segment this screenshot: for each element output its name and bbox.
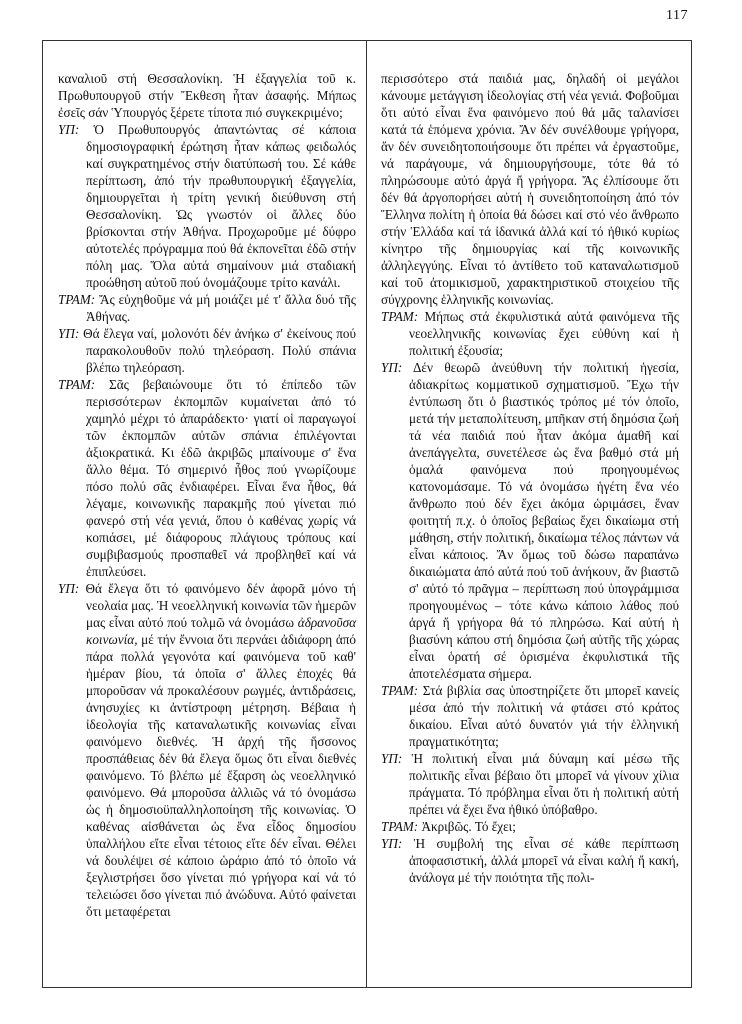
dialogue-turn <box>381 750 679 818</box>
dialogue-turn <box>381 359 679 682</box>
dialogue-turn <box>381 308 679 359</box>
page-number: 117 <box>666 8 688 23</box>
dialogue-text: Θά ἔλεγα ὅτι τό φαινόμενο δέν ἀφορᾶ μόνο τή νεολαία μας. Ἡ νεοελληνική κοινωνία τῶν ἡμερῶν μας εἶναι αὐτό πού τολμῶ νά ὀνομάσω <box>85 581 356 630</box>
speaker-label: ΥΠ: <box>381 751 403 766</box>
left-column <box>58 70 356 920</box>
dialogue-text: Ὁ Πρωθυπουργός ἀπαντώντας σέ κάποια δημοσιογραφική ἐρώτηση ἦταν κάπως φειδωλός καί συγκρατημένος στήν διατύπωσή του. Σέ κάθε περίπτωση, ἀπό τήν πρωθυπουργική ἐξαγγελία, δημιουργεῖται ἡ τρίτη γενική διεύθυνση στή Θεσσαλονίκη. Ὡς γνωστόν οἱ ἄλλες δύο βρίσκονται στήν Ἀθήνα. Προχωροῦμε μέ δύφρο αὐτοτελές πρόγραμμα πού θά ἐκπονεῖται ἐδῶ στήν πόλη μας. Ὅλα αὐτά σημαίνουν μιά σταδιακή προώθηση αὐτοῦ πού ὀνομάζουμε τρίτο κανάλι. <box>86 122 356 290</box>
dialogue-text: Ἄς εὐχηθοῦμε νά μή μοιάζει μέ τ' ἄλλα δυό τῆς Ἀθήνας. <box>86 292 357 324</box>
dialogue-text: Ἡ πολιτική εἶναι μιά δύναμη καί μέσω τῆς πολιτικῆς εἶναι βέβαιο ὅτι μπορεῖ νά γίνουν χίλια πράγματα. Τό πρόβλημα εἶναι ὅτι ἡ πολιτική αὐτή πρέπει νά ἔχει ἕνα ἠθικό ὑπόβαθρο. <box>409 751 680 817</box>
dialogue-turn <box>58 376 356 580</box>
dialogue-turn <box>381 818 679 835</box>
dialogue-turn <box>58 121 356 291</box>
right-column <box>381 70 679 886</box>
paragraph <box>58 70 356 121</box>
dialogue-turn <box>381 835 679 886</box>
speaker-label: ΤΡΑΜ: <box>381 309 419 324</box>
dialogue-turn <box>58 580 356 920</box>
paragraph <box>381 70 679 308</box>
paragraph-text: περισσότερο στά παιδιά μας, δηλαδή οἱ μεγάλοι κάνουμε μετάγγιση ἰδεολογίας στή νέα γενιά. Φοβοῦμαι ὅτι αὐτό εἶναι ἕνα φαινόμενο πού θά μᾶς ταλανίσει κατά τά ἑπόμενα χρόνια. Ἄν δέν συνέλθουμε γρήγορα, ἄν δέν συνειδητοποιήσουμε ὅτι πρέπει νά ἐργαστοῦμε, νά παράγουμε, νά δημιουργήσουμε, τότε θά τό πληρώσουμε αὐτό ἀργά ἤ γρήγορα. Ἄς ἐλπίσουμε ὅτι δέν θά ἀργοπορήσει αὐτή ἡ συνειδητοποίηση ἀπό τόν Ἕλληνα πολίτη ἡ ὁποία θά δώσει καί στό νέο ἄνθρωπο στήν Ἑλλάδα καί τά ἰδανικά ἀλλά καί τό ἠθικό κυρίως κίνητρο τῆς δημιουργίας καί τῆς κοινωνικῆς ἀλληλεγγύης. Εἶναι τό ἀντίθετο τοῦ καταναλωτισμοῦ καί τοῦ ἀτομικισμοῦ, χαρακτηριστικοῦ στοιχείου τῆς σύγχρονης ἑλληνικῆς κοινωνίας. <box>381 71 679 307</box>
dialogue-text: Μήπως στά ἐκφυλιστικά αὐτά φαινόμενα τῆς νεοελληνικῆς κοινωνίας ἔχει εὐθύνη καί ἡ πολιτική ἐξουσία; <box>409 309 680 358</box>
speaker-label: ΥΠ: <box>381 360 403 375</box>
speaker-label: ΥΠ: <box>58 122 80 137</box>
dialogue-turn <box>58 291 356 325</box>
column-divider <box>366 40 367 988</box>
speaker-label: ΤΡΑΜ: <box>381 683 419 698</box>
dialogue-text-continued: μέ τήν ἔννοια ὅτι περνάει ἀδιάφορη ἀπό πάρα πολλά γεγονότα καί φαινόμενα τοῦ καθ' ἡμέραν βίου, τά ὁποῖα σ' ἄλλες ἐποχές θά μποροῦσαν νά προκαλέσουν ρωγμές, ἀντιδράσεις, ἀνησυχίες κι ἀντίστροφη μέτρηση. Βέβαια ἡ ἰδεολογία τῆς καταναλωτικῆς κοινωνίας εἶναι φαινόμενο διεθνές. Ἡ ἀρχή τῆς ἥσσονος προσπάθειας δέν θά ἔλεγα ὅμως ὅτι εἶναι διεθνές φαινόμενο. Τό βλέπω μέ ἔξαρση ὡς νεοελληνικό φαινόμενο. Θά μποροῦσα ἀλλιῶς νά τό ὀνομάσω ὡς ἡ δημοσιοϋπαλληλοποίηση τῆς κοινωνίας. Ὁ καθένας αἰσθάνεται ὡς ἕνα εἶδος δημοσίου ὑπαλλήλου εἴτε εἶναι τέτοιος εἴτε δέν εἶναι. Θέλει νά δουλέψει σέ κάποιο ὡράριο ἀπό τό ὁποῖο νά ξεγλιστρήσει ὅσο γίνεται πιό γρήγορα καί νά τό τελειώσει ὅσο γίνεται πιό ἀνώδυνα. Αὐτό φαίνεται ὅτι μεταφέρεται <box>86 632 356 919</box>
speaker-label: ΤΡΑΜ: <box>58 377 96 392</box>
emphasized-phrase: ἀδρανοῦσα κοινωνία, <box>86 615 356 647</box>
speaker-label: ΥΠ: <box>381 836 403 851</box>
paragraph-text: καναλιοῦ στή Θεσσαλονίκη. Ἡ ἐξαγγελία τοῦ κ. Πρωθυπουργοῦ στήν Ἔκθεση ἦταν ἀσαφής. Μήπως ἐσεῖς σάν Ὑπουργός ξέρετε τίποτα πιό συγκεκριμένο; <box>58 71 356 120</box>
dialogue-turn <box>58 325 356 376</box>
dialogue-text: Σᾶς βεβαιώνουμε ὅτι τό ἐπίπεδο τῶν περισσότερων ἐκπομπῶν κυμαίνεται ἀπό τό χαμηλό μέχρι τό ἀπαράδεκτο· γιατί οἱ παραγωγοί τῶν ἐκπομπῶν αὐτῶν σπάνια ἐπιλέγονται ἀξιοκρατικά. Κι ἐδῶ ἀκριβῶς μπαίνουμε σ' ἕνα ἄλλο θέμα. Τό σημερινό ἦθος πού γνωρίζουμε πόσο πολύ σᾶς ἐνδιαφέρει. Εἶναι ἕνα ἦθος, θά λέγαμε, κοινωνικῆς παρακμῆς πού γίνεται πιό φανερό στή νέα γενιά, ὅπου ὁ καθένας χωρίς νά κοπιάσει, μέ διάφορους πλάγιους τρόπους καί συμβιβασμούς προσπαθεῖ νά προβληθεῖ καί νά ἐπιπλεύσει. <box>86 377 356 579</box>
dialogue-text: Ἡ συμβολή της εἶναι σέ κάθε περίπτωση ἀποφασιστική, ἀλλά μπορεῖ νά εἶναι καλή ἤ κακή, ἀνάλογα μέ τήν ποιότητα τῆς πολι- <box>409 836 679 885</box>
speaker-label: ΤΡΑΜ: <box>58 292 96 307</box>
speaker-label: ΥΠ: <box>58 581 80 596</box>
speaker-label: ΤΡΑΜ: <box>381 819 419 834</box>
dialogue-text: Ἀκριβῶς. Τό ἔχει; <box>421 819 516 834</box>
speaker-label: ΥΠ: <box>58 326 80 341</box>
dialogue-text: Θά ἔλεγα ναί, μολονότι δέν ἀνήκω σ' ἐκείνους πού παρακολουθοῦν πολύ τηλεόραση. Πολύ σπάνια βλέπω τηλεόραση. <box>83 326 357 375</box>
dialogue-text: Στά βιβλία σας ὑποστηρίζετε ὅτι μπορεῖ κανείς μέσα ἀπό τήν πολιτική νά φτάσει στό κράτος δικαίου. Εἶναι αὐτό δυνατόν γιά τήν ἑλληνική πραγματικότητα; <box>409 683 680 749</box>
dialogue-turn <box>381 682 679 750</box>
dialogue-text: Δέν θεωρῶ ἀνεύθυνη τήν πολιτική ἡγεσία, ἀδιακρίτως κομματικοῦ σχηματισμοῦ. Ἔχω τήν ἐντύπωση ὅτι ὁ βιαστικός τρόπος μέ τόν ὁποῖο, μετά τήν μεταπολίτευση, μπῆκαν στή δημόσια ζωή τά νέα παιδιά πού ἦταν ἀκόμα ἀμαθῆ καί ἀνεπάγγελτα, συνετέλεσε ὡς ἕνα βαθμό στά μή ὁμαλά φαινόμενα πού προηγουμένως κατονομάσαμε. Τό νά ὀνομάσω ἡγέτη ἕνα νέο ἄνθρωπο πού δέν ἔχει ἀκόμα ὡριμάσει, ἕναν φοιτητή π.χ. ὁ ὁποῖος βεβαίως ἔχει δικαίωμα στή μάθηση, στήν πολιτική, δικαίωμα τέλος πάντων νά εἶναι κάποιος. Ἄν ὅμως τοῦ δώσω παραπάνω δικαιώματα ἀπό αὐτά πού τοῦ ἀνήκουν, ἄν βιαστῶ σ' αὐτό τό πρᾶγμα – περίπτωση πού ὑπογράμμισα προηγουμένως – τότε κάνω κάποιο λάθος πού ἀργά ἤ γρήγορα θά τό πληρώσω. Καί αὐτή ἡ βιασύνη κάπου στή δημόσια ζωή αὐτῆς τῆς χώρας εἶναι ὁρατή σέ ὁρισμένα ἐκφυλιστικά τῆς ἀποτελέσματα σήμερα. <box>409 360 679 681</box>
